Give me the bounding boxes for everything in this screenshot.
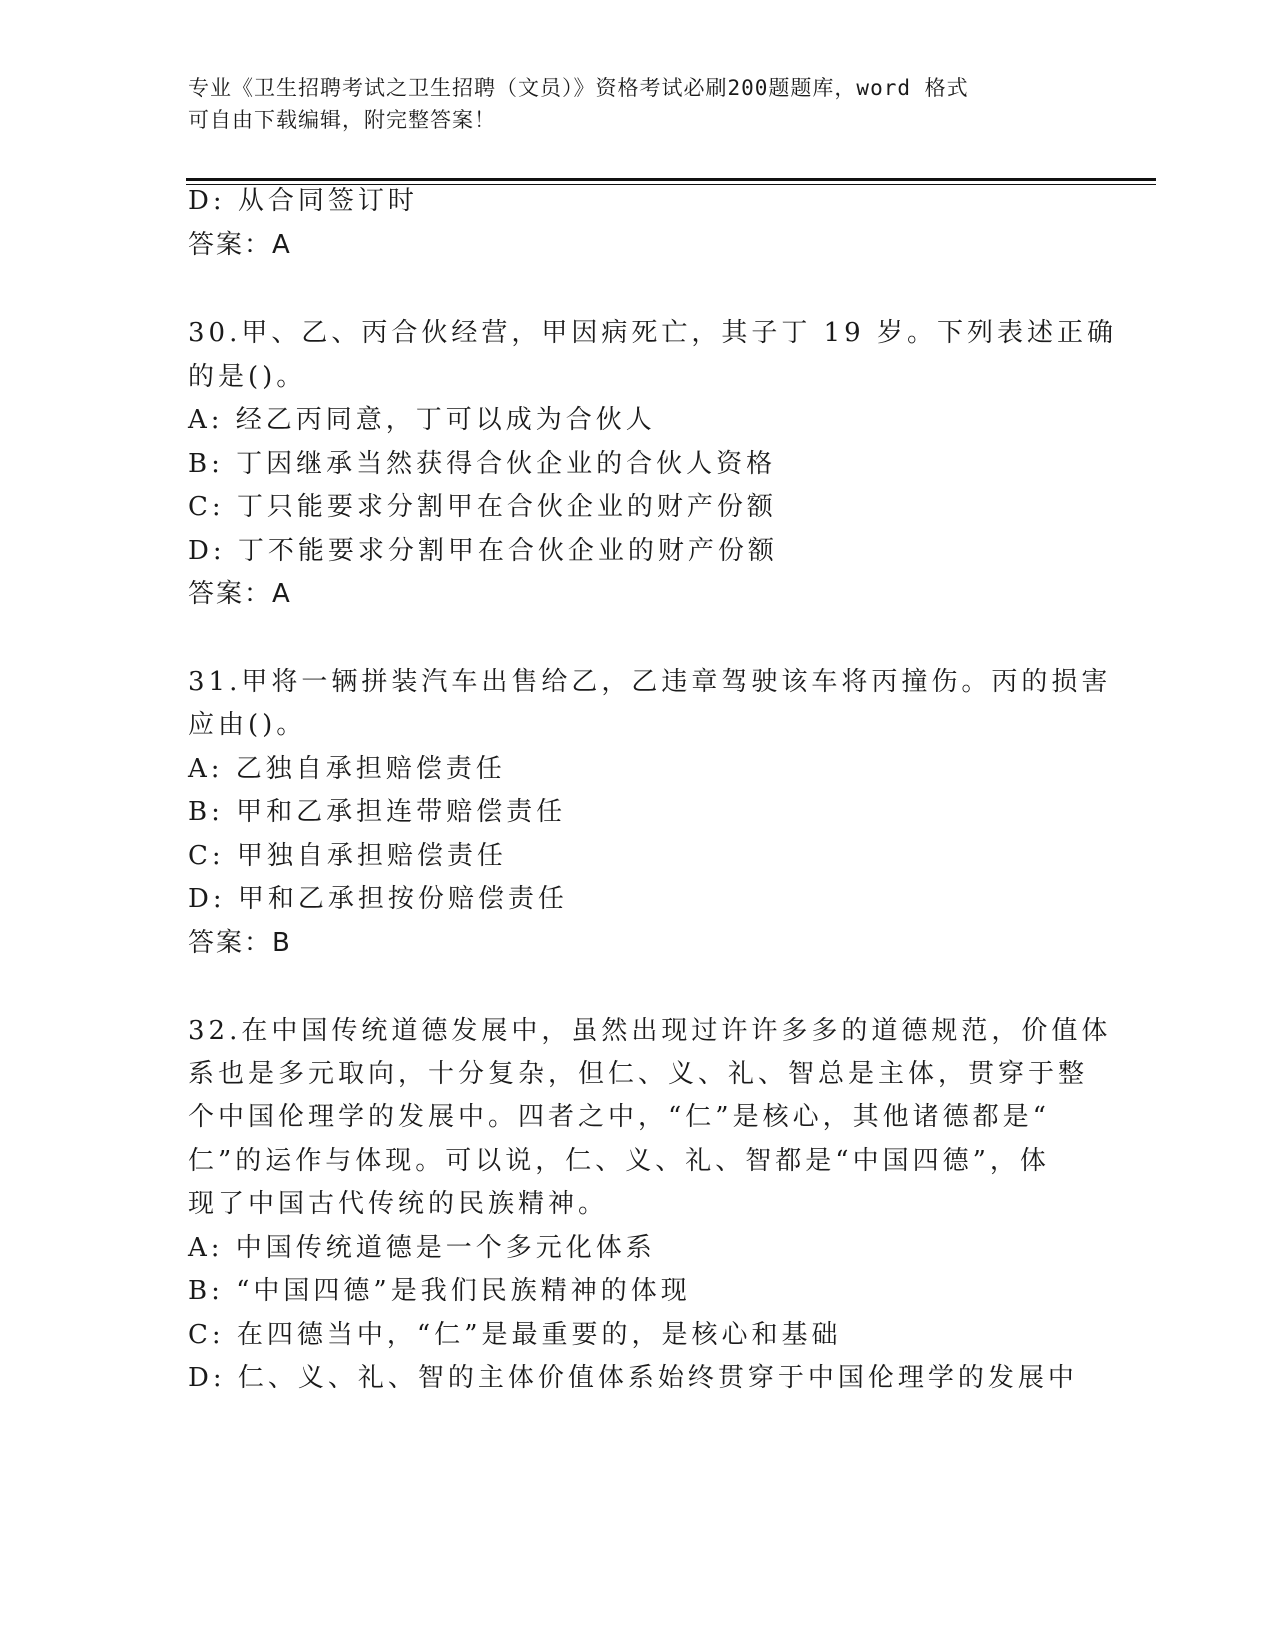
q30-option-b: B: 丁因继承当然获得合伙企业的合伙人资格 [188, 449, 777, 479]
q31-answer: 答案：B [188, 928, 292, 958]
q31-option-b: B: 甲和乙承担连带赔偿责任 [188, 797, 567, 827]
q31-option-a: A: 乙独自承担赔偿责任 [188, 754, 506, 784]
q31-stem-line-2: 应由()。 [188, 710, 307, 740]
header-line-1: 专业《卫生招聘考试之卫生招聘（文员）》资格考试必刷200题题库，word 格式 [188, 76, 969, 100]
document-header [188, 72, 1068, 136]
q32-stem-line-5: 现了中国古代传统的民族精神。 [188, 1189, 609, 1219]
header-rule-thick [186, 178, 1156, 181]
q30-stem-line-2: 的是()。 [188, 362, 307, 392]
q30-option-c: C: 丁只能要求分割甲在合伙企业的财产份额 [188, 492, 777, 522]
q32-option-b: B: “中国四德”是我们民族精神的体现 [188, 1276, 691, 1306]
q32-option-a: A: 中国传统道德是一个多元化体系 [188, 1233, 656, 1263]
q31-stem-line-1: 31.甲将一辆拼装汽车出售给乙，乙违章驾驶该车将丙撞伤。丙的损害 [188, 667, 1112, 697]
q32-option-c: C: 在四德当中，“仁”是最重要的，是核心和基础 [188, 1320, 842, 1350]
q30-option-d: D: 丁不能要求分割甲在合伙企业的财产份额 [188, 536, 778, 566]
prev-option-d: D: 从合同签订时 [188, 186, 418, 216]
q30-answer: 答案：A [188, 579, 292, 609]
q32-stem-line-2: 系也是多元取向，十分复杂，但仁、义、礼、智总是主体，贯穿于整 [188, 1059, 1089, 1089]
q31-option-c: C: 甲独自承担赔偿责任 [188, 841, 507, 871]
q32-stem-line-4: 仁”的运作与体现。可以说，仁、义、礼、智都是“中国四德”，体 [188, 1146, 1050, 1176]
q31-option-d: D: 甲和乙承担按份赔偿责任 [188, 884, 568, 914]
q32-option-d: D: 仁、义、礼、智的主体价值体系始终贯穿于中国伦理学的发展中 [188, 1363, 1078, 1393]
prev-answer: 答案：A [188, 230, 292, 260]
q32-stem-line-3: 个中国伦理学的发展中。四者之中，“仁”是核心，其他诸德都是“ [188, 1102, 1050, 1132]
header-rule-thin [186, 184, 1156, 185]
q30-option-a: A: 经乙丙同意，丁可以成为合伙人 [188, 405, 656, 435]
header-line-2: 可自由下载编辑，附完整答案！ [188, 108, 496, 132]
q32-stem-line-1: 32.在中国传统道德发展中，虽然出现过许许多多的道德规范，价值体 [188, 1016, 1112, 1046]
q30-stem-line-1: 30.甲、乙、丙合伙经营，甲因病死亡，其子丁 19 岁。下列表述正确 [188, 318, 1117, 348]
